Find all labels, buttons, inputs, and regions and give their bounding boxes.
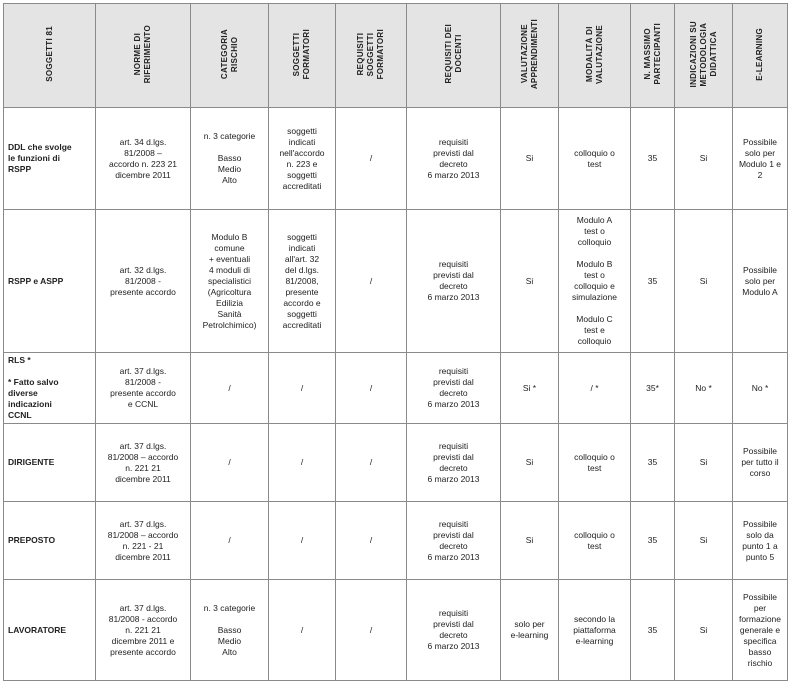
cell-modalita: secondo la piattaforma e-learning (559, 580, 631, 681)
cell-elearning: Possibile solo da punto 1 a punto 5 (733, 502, 788, 580)
cell-categoria: / (191, 353, 269, 424)
cell-categoria: / (191, 502, 269, 580)
header-partecipanti (631, 4, 675, 108)
cell-soggetto: PREPOSTO (4, 502, 96, 580)
cell-categoria: Modulo B comune + eventuali 4 moduli di specialistici (Agricoltura Edilizia Sanità Petrolchimico) (191, 210, 269, 353)
cell-formatori: / (269, 502, 336, 580)
cell-partecipanti: 35 (631, 580, 675, 681)
training-requirements-table (3, 3, 788, 681)
header-valutazione (501, 4, 559, 108)
cell-partecipanti: 35 (631, 210, 675, 353)
cell-partecipanti: 35 (631, 502, 675, 580)
header-metodologia (675, 4, 733, 108)
header-row (4, 4, 788, 108)
cell-requisiti-formatori: / (336, 353, 407, 424)
table-row (4, 108, 788, 210)
cell-valutazione: Si (501, 108, 559, 210)
cell-requisiti-formatori: / (336, 580, 407, 681)
cell-requisiti-docenti: requisiti previsti dal decreto 6 marzo 2013 (407, 108, 501, 210)
cell-soggetto: LAVORATORE (4, 580, 96, 681)
header-modalita-label: MODALITÀ DI VALUTAZIONE (584, 24, 604, 84)
cell-elearning: Possibile solo per Modulo A (733, 210, 788, 353)
cell-formatori: soggetti indicati all'art. 32 del d.lgs. 81/2008, presente accordo e soggetti accreditati (269, 210, 336, 353)
cell-categoria: n. 3 categorie Basso Medio Alto (191, 580, 269, 681)
header-requisiti-formatori-label: REQUISITI SOGGETTI FORMATORI (356, 28, 385, 80)
header-soggetti-formatori-label: SOGGETTI FORMATORI (292, 28, 311, 80)
cell-partecipanti: 35* (631, 353, 675, 424)
cell-requisiti-docenti: requisiti previsti dal decreto 6 marzo 2013 (407, 580, 501, 681)
cell-formatori: / (269, 424, 336, 502)
table-row (4, 580, 788, 681)
cell-norme: art. 37 d.lgs. 81/2008 – accordo n. 221 - 21 dicembre 2011 (96, 502, 191, 580)
header-categoria-rischio-label: CATEGORIA RISCHIO (219, 28, 239, 80)
cell-elearning: No * (733, 353, 788, 424)
cell-valutazione: Si (501, 210, 559, 353)
cell-elearning: Possibile per formazione generale e specifica basso rischio (733, 580, 788, 681)
header-partecipanti-label: N. MASSIMO PARTECIPANTI (642, 23, 662, 85)
header-elearning-label: E-LEARNING (755, 27, 764, 81)
cell-partecipanti: 35 (631, 424, 675, 502)
header-metodologia-label: INDICAZIONI SU METODOLOGIA DIDATTICA (688, 20, 718, 88)
cell-norme: art. 32 d.lgs. 81/2008 - presente accordo (96, 210, 191, 353)
cell-elearning: Possibile solo per Modulo 1 e 2 (733, 108, 788, 210)
header-modalita (559, 4, 631, 108)
header-valutazione-label: VALUTAZIONE APPRENDIMENTI (519, 18, 539, 90)
cell-soggetto: RSPP e ASPP (4, 210, 96, 353)
cell-partecipanti: 35 (631, 108, 675, 210)
cell-norme: art. 37 d.lgs. 81/2008 - accordo n. 221 21 dicembre 2011 e presente accordo (96, 580, 191, 681)
cell-requisiti-docenti: requisiti previsti dal decreto 6 marzo 2013 (407, 424, 501, 502)
header-categoria-rischio (191, 4, 269, 108)
cell-metodologia: Si (675, 424, 733, 502)
cell-metodologia: Si (675, 580, 733, 681)
cell-soggetto: DDL che svolge le funzioni di RSPP (4, 108, 96, 210)
cell-modalita: colloquio o test (559, 502, 631, 580)
cell-categoria: n. 3 categorie Basso Medio Alto (191, 108, 269, 210)
table-row (4, 424, 788, 502)
header-elearning (733, 4, 788, 108)
cell-valutazione: Si (501, 424, 559, 502)
cell-requisiti-formatori: / (336, 424, 407, 502)
table-row (4, 210, 788, 353)
table-row (4, 353, 788, 424)
header-soggetti (4, 4, 96, 108)
cell-modalita: colloquio o test (559, 108, 631, 210)
cell-soggetto: DIRIGENTE (4, 424, 96, 502)
cell-soggetto: RLS * * Fatto salvo diverse indicazioni CCNL (4, 353, 96, 424)
cell-norme: art. 34 d.lgs. 81/2008 – accordo n. 223 21 dicembre 2011 (96, 108, 191, 210)
header-soggetti-formatori (269, 4, 336, 108)
cell-requisiti-formatori: / (336, 108, 407, 210)
cell-formatori: / (269, 580, 336, 681)
cell-metodologia: Si (675, 108, 733, 210)
cell-metodologia: Si (675, 502, 733, 580)
cell-requisiti-docenti: requisiti previsti dal decreto 6 marzo 2013 (407, 210, 501, 353)
header-requisiti-docenti-label: REQUISITI DEI DOCENTI (443, 24, 463, 84)
cell-requisiti-docenti: requisiti previsti dal decreto 6 marzo 2013 (407, 353, 501, 424)
cell-norme: art. 37 d.lgs. 81/2008 – accordo n. 221 21 dicembre 2011 (96, 424, 191, 502)
cell-requisiti-formatori: / (336, 502, 407, 580)
cell-modalita: Modulo A test o colloquio Modulo B test o colloquio e simulazione Modulo C test e colloquio (559, 210, 631, 353)
cell-metodologia: No * (675, 353, 733, 424)
cell-elearning: Possibile per tutto il corso (733, 424, 788, 502)
header-requisiti-docenti (407, 4, 501, 108)
header-norme-label: NORME DI RIFERIMENTO (133, 24, 152, 84)
cell-formatori: soggetti indicati nell'accordo n. 223 e soggetti accreditati (269, 108, 336, 210)
cell-categoria: / (191, 424, 269, 502)
header-soggetti-label: SOGGETTI 81 (44, 26, 54, 82)
cell-metodologia: Si (675, 210, 733, 353)
table-row (4, 502, 788, 580)
cell-valutazione: Si (501, 502, 559, 580)
cell-requisiti-formatori: / (336, 210, 407, 353)
cell-modalita: / * (559, 353, 631, 424)
cell-modalita: colloquio o test (559, 424, 631, 502)
cell-formatori: / (269, 353, 336, 424)
cell-valutazione: solo per e-learning (501, 580, 559, 681)
cell-requisiti-docenti: requisiti previsti dal decreto 6 marzo 2013 (407, 502, 501, 580)
cell-norme: art. 37 d.lgs. 81/2008 - presente accordo e CCNL (96, 353, 191, 424)
cell-valutazione: Si * (501, 353, 559, 424)
header-norme (96, 4, 191, 108)
header-requisiti-formatori (336, 4, 407, 108)
